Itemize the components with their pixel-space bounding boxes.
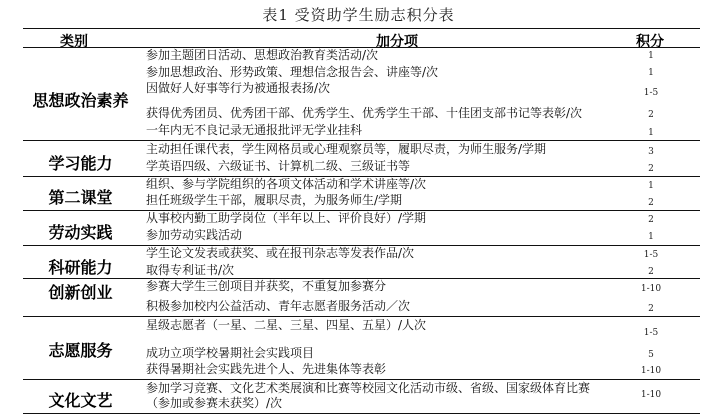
points-value: 3 (648, 147, 654, 157)
points-value: 5 (648, 350, 654, 360)
item-text: 因做好人好事等行为被通报表扬/次 (146, 81, 331, 95)
item-text: 参加主题团日活动、思想政治教育类活动/次 (146, 48, 379, 62)
item-text: 成功立项学校暑期社会实践项目 (146, 346, 315, 360)
points-value: 2 (648, 267, 654, 277)
points-value: 1 (648, 128, 654, 138)
category-label: 科研能力 (48, 258, 113, 277)
category-label: 第二课堂 (48, 188, 113, 207)
points-value: 1 (648, 232, 654, 242)
item-text: 获得优秀团员、优秀团干部、优秀学生、优秀学生干部、十佳团支部书记等表彰/次 (146, 106, 583, 120)
item-text: 主动担任课代表，学生网格员或心理观察员等，履职尽责，为师生服务/学期 (146, 142, 547, 156)
points-value: 1-10 (640, 366, 662, 376)
points-value: 2 (648, 110, 654, 120)
item-text: 参加思想政治、形势政策、理想信念报告会、讲座等/次 (146, 65, 439, 79)
points-value: 1 (648, 181, 654, 191)
header-category: 类别 (60, 34, 88, 50)
category-label: 学习能力 (48, 154, 113, 173)
item-text: 星级志愿者（一星、二星、三星、四星、五星）/人次 (146, 318, 427, 332)
points-value: 2 (648, 215, 654, 225)
item-text: 学生论文发表或获奖、或在报刊杂志等发表作品/次 (146, 246, 415, 260)
item-text: 参加劳动实践活动 (146, 228, 243, 242)
category-label: 创新创业 (48, 283, 113, 302)
table-top-rule (23, 28, 700, 29)
points-value: 1-10 (640, 390, 662, 400)
header-item: 加分项 (376, 34, 418, 50)
item-text: 参赛大学生三创项目并获奖，不重复加参赛分 (146, 279, 387, 293)
item-text: 取得专利证书/次 (146, 263, 235, 277)
group-rule (23, 140, 700, 141)
item-text: 获得暑期社会实践先进个人、先进集体等表彰 (146, 362, 387, 376)
category-label: 劳动实践 (48, 223, 113, 242)
points-value: 1-5 (643, 88, 659, 98)
points-value: 1-5 (643, 328, 659, 338)
points-value: 1-10 (640, 284, 662, 294)
item-text: 一年内无不良记录无通报批评无学业挂科 (146, 123, 363, 137)
table-title: 表1 受资助学生励志积分表 (262, 6, 455, 24)
item-text: 组织、参与学院组织的各项文体活动和学术讲座等/次 (146, 177, 427, 191)
item-text: 参加学习竞赛、文化艺术类展演和比赛等校园文化活动市级、省级、国家级体育比赛 (146, 381, 591, 395)
header-points: 积分 (636, 34, 664, 50)
category-label: 志愿服务 (48, 341, 113, 360)
category-label: 文化文艺 (48, 391, 113, 410)
group-rule (23, 316, 700, 317)
points-value: 1 (648, 51, 654, 61)
points-value: 2 (648, 164, 654, 174)
points-value: 1-5 (643, 250, 659, 260)
points-value: 2 (648, 198, 654, 208)
item-text: 从事校内勤工助学岗位（半年以上、评价良好）/学期 (146, 211, 427, 225)
item-text: （参加或参赛未获奖）/次 (146, 396, 283, 410)
item-text: 担任班级学生干部，履职尽责，为服务师生/学期 (146, 193, 403, 207)
points-value: 1 (648, 68, 654, 78)
group-rule (23, 379, 700, 380)
points-value: 2 (648, 304, 654, 314)
item-text: 积极参加校内公益活动、青年志愿者服务活动／次 (146, 299, 411, 313)
item-text: 学英语四级、六级证书、计算机二级、三级证书等 (146, 159, 411, 173)
table-bottom-rule (23, 413, 700, 414)
category-label: 思想政治素养 (32, 91, 129, 110)
